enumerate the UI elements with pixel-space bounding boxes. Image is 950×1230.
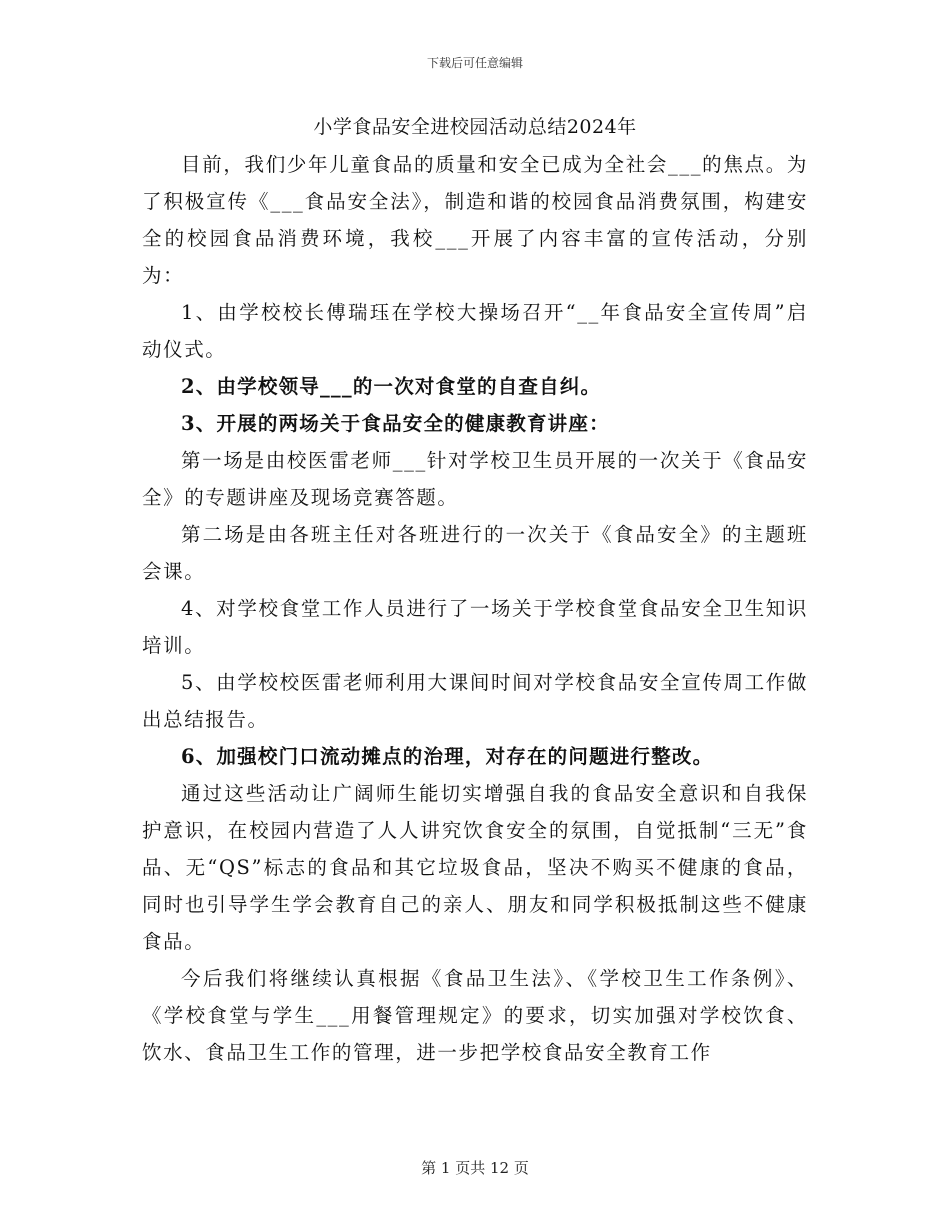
paragraph-outcome: 通过这些活动让广阔师生能切实增强自我的食品安全意识和自我保护意识，在校园内营造了人人讲究饮食安全的氛围，自觉抵制“三无”食品、无“QS”标志的食品和其它垃圾食品，坚决不购买不健康的食品，同时也引导学生学会教育自己的亲人、朋友和同学积极抵制这些不健康食品。 [142,782,808,953]
paragraph-item-5: 5、由学校校医雷老师利用大课间时间对学校食品安全宣传周工作做出总结报告。 [142,671,808,731]
paragraph-item-2: 2、由学校领导___的一次对食堂的自查自纠。 [181,375,602,398]
document-title: 小学食品安全进校园活动总结2024年 [313,116,637,138]
paragraph-item-3: 3、开展的两场关于食品安全的健康教育讲座： [181,412,610,435]
paragraph-item-6: 6、加强校门口流动摊点的治理，对存在的问题进行整改。 [181,745,714,768]
page-header-note: 下载后可任意编辑 [426,56,523,70]
paragraph-lecture-1: 第一场是由校医雷老师___针对学校卫生员开展的一次关于《食品安全》的专题讲座及现场竞赛答题。 [142,449,808,509]
paragraph-future: 今后我们将继续认真根据《食品卫生法》、《学校卫生工作条例》、《学校食堂与学生___用餐管理规定》的要求，切实加强对学校饮食、饮水、食品卫生工作的管理，进一步把学校食品安全教育工作 [142,967,808,1064]
paragraph-item-4: 4、对学校食堂工作人员进行了一场关于学校食堂食品安全卫生知识培训。 [142,597,808,657]
document-body [142,110,808,1071]
page-number: 第 1 页共 12 页 [421,1159,529,1177]
paragraph-lecture-2: 第二场是由各班主任对各班进行的一次关于《食品安全》的主题班会课。 [142,523,808,583]
paragraph-item-1: 1、由学校校长傅瑞珏在学校大操场召开“__年食品安全宣传周”启动仪式。 [142,301,808,361]
paragraph-intro: 目前，我们少年儿童食品的质量和安全已成为全社会___的焦点。为了积极宣传《___食品安全法》，制造和谐的校园食品消费氛围，构建安全的校园食品消费环境，我校___开展了内容丰富的宣传活动，分别为： [142,153,808,287]
